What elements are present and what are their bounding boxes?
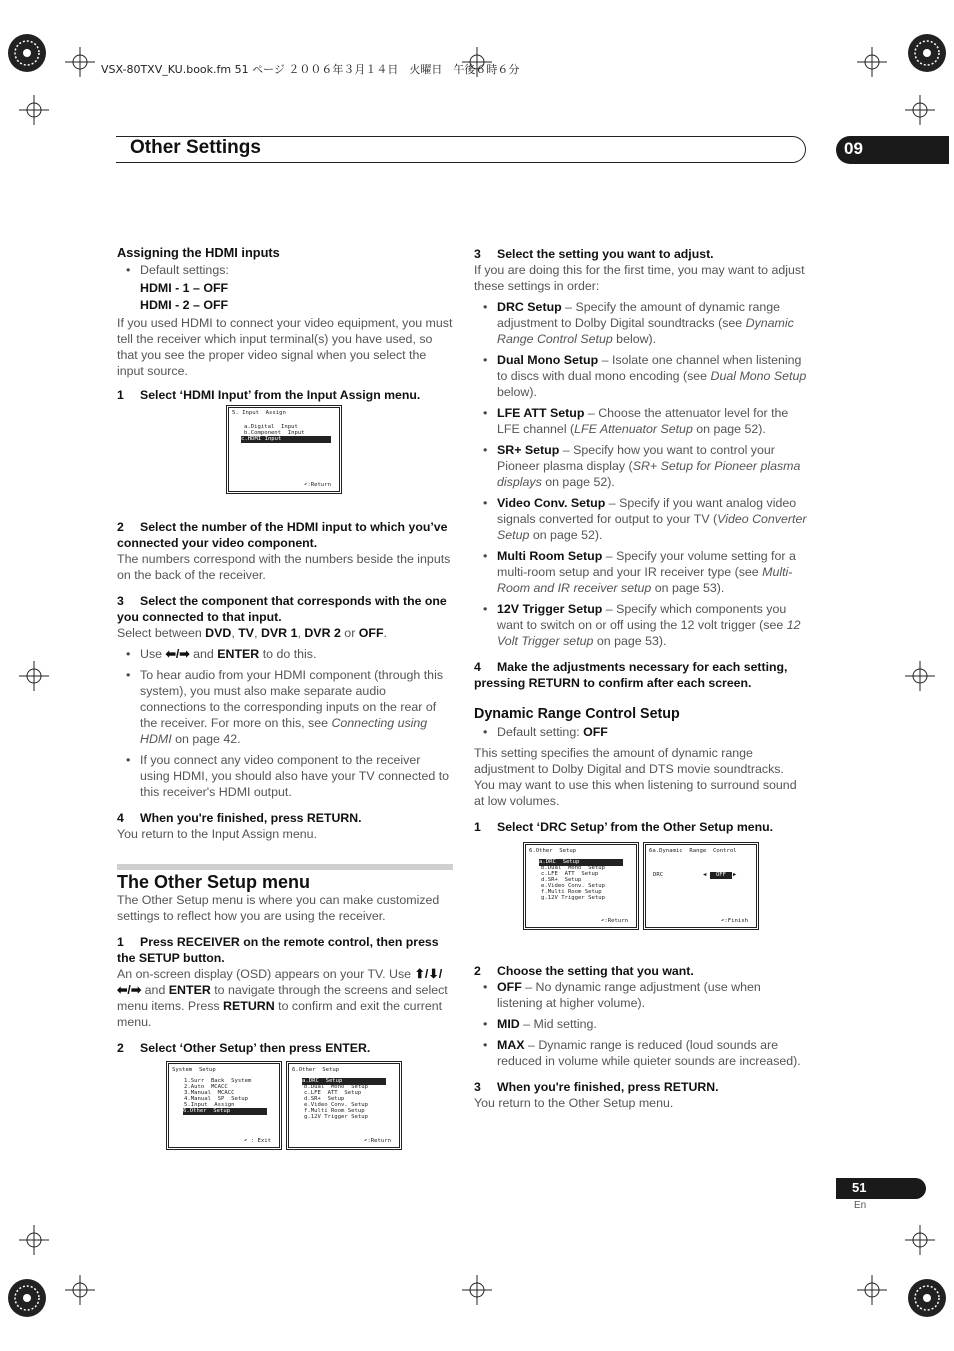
step-text: Select ‘DRC Setup’ from the Other Setup menu. [497, 820, 774, 834]
step-text: Select the component that corresponds with the one you connected to that input. [117, 594, 447, 624]
list-item: • Dual Mono Setup – Isolate one channel when listening to discs with dual mono encoding (see Dual Mono Setup below). [474, 352, 808, 400]
crosshair-icon-top-left [65, 47, 95, 77]
drc-step-3-body: You return to the Other Setup menu. [474, 1096, 674, 1110]
osd-item-selected: 6.Other Setup [183, 1108, 267, 1115]
arrow-right-icon: ▶ [733, 872, 737, 878]
step-text: Select the setting you want to adjust. [497, 247, 714, 261]
hdmi1-default: HDMI - 1 – OFF [140, 281, 229, 295]
crosshair-icon-left-upper [19, 95, 49, 125]
osd-item: 1.Surr Back System [184, 1078, 252, 1084]
osd-footer: ↶:Return [601, 918, 628, 924]
osd-item: c.LFE ATT Setup [304, 1090, 362, 1096]
osd-item: f.Multi Room Setup [304, 1108, 365, 1114]
drc-step-3 [474, 1079, 808, 1095]
osd-title: 6a.Dynamic Range Control [649, 848, 737, 854]
right-column [474, 246, 808, 1111]
osd-item: d.SR+ Setup [541, 877, 582, 883]
osd-title: System Setup [172, 1067, 216, 1073]
list-item: • 12V Trigger Setup – Specify which components you want to switch on or off using the 12 volt trigger (see 12 Volt Trigger setup on page 53). [474, 601, 808, 649]
list-item: • OFF – No dynamic range adjustment (use when listening at higher volume). [474, 979, 808, 1011]
osd-item: b.Dual Mono Setup [304, 1084, 368, 1090]
osd-input-assign-screen [226, 405, 342, 494]
list-item: • If you connect any video component to the receiver using HDMI, you should also have your TV connected to this receiver's HDMI output. [117, 752, 453, 800]
crosshair-icon-right-upper [905, 95, 935, 125]
step-number: 2 [117, 520, 124, 534]
list-item: • DRC Setup – Specify the amount of dynamic range adjustment to Dolby Digital soundtracks (see Dynamic Range Control Setup below). [474, 299, 808, 347]
step-number: 1 [117, 935, 124, 949]
osd-item: 3.Manual MCACC [184, 1090, 235, 1096]
step-number: 2 [474, 964, 481, 978]
crosshair-icon-bottom-center [462, 1275, 492, 1305]
step-number: 3 [474, 247, 481, 261]
list-item: • To hear audio from your HDMI component (through this system), you must also make separate audio connections to the corresponding inputs on the rear of the receiver. For more on this, see Connecting using HDMI on page 42. [117, 667, 453, 747]
crosshair-icon-right-middle [905, 661, 935, 691]
osd-item: f.Multi Room Setup [541, 889, 602, 895]
settings-step-4 [474, 659, 808, 691]
step-text: Select the number of the HDMI input to which you’ve connected your video component. [117, 520, 448, 550]
crosshair-icon-left-middle [19, 661, 49, 691]
step-text: Select ‘Other Setup’ then press ENTER. [140, 1041, 371, 1055]
osd-item: a.Digital Input [244, 424, 298, 430]
step-text: Make the adjustments necessary for each setting, pressing RETURN to confirm after each screen. [474, 660, 788, 690]
osd-item: e.Video Conv. Setup [541, 883, 605, 889]
hdmi-step-2-body: The numbers correspond with the numbers beside the inputs on the back of the receiver. [117, 552, 451, 582]
list-item: • Use ⬅/➡ and ENTER to do this. [117, 646, 453, 662]
list-item: • MAX – Dynamic range is reduced (loud sounds are reduced in volume while quieter sounds are increased). [474, 1037, 808, 1069]
hdmi-intro: If you used HDMI to connect your video equipment, you must tell the receiver which input terminal(s) you have used, so that you see the proper video signal when you select the input source. [117, 316, 453, 378]
drc-step-1 [474, 819, 808, 835]
osd-item: g.12V Trigger Setup [541, 895, 605, 901]
osd-other-setup-screen-2 [523, 842, 639, 930]
other-setup-heading: The Other Setup menu [117, 872, 311, 892]
osd-title: 6.Other Setup [292, 1067, 340, 1073]
drc-step-2 [474, 963, 808, 979]
step-number: 1 [117, 388, 124, 402]
hdmi-step-2 [117, 519, 453, 551]
hdmi-step-4 [117, 810, 453, 826]
osd-footer: ↶:Return [304, 482, 331, 488]
registration-mark-bottom-left [4, 1275, 50, 1321]
osd-title: 6.Other Setup [529, 848, 577, 854]
list-item: • SR+ Setup – Specify how you want to control your Pioneer plasma display (SR+ Setup for Pioneer plasma displays on page 52). [474, 442, 808, 490]
section-divider [117, 864, 453, 870]
other-step-1 [117, 934, 453, 966]
hdmi2-default: HDMI - 2 – OFF [140, 298, 229, 312]
osd-footer: ↶ : Exit [244, 1138, 271, 1144]
drc-options-list [474, 979, 808, 1069]
osd-item: d.SR+ Setup [304, 1096, 345, 1102]
crosshair-icon-top-right [857, 47, 887, 77]
crosshair-icon-right-lower [905, 1225, 935, 1255]
osd-item-selected: a.DRC Setup [539, 859, 623, 866]
page-language: En [854, 1200, 867, 1211]
step-text: When you're finished, press RETURN. [140, 811, 362, 825]
arrow-left-icon: ◀ [703, 872, 707, 878]
osd-item: e.Video Conv. Setup [304, 1102, 368, 1108]
drc-body: This setting specifies the amount of dynamic range adjustment to Dolby Digital and DTS movie soundtracks. You may want to use this when listening to surround sound at low volumes. [474, 746, 797, 808]
registration-mark-top-right [904, 30, 950, 76]
osd-item: c.LFE ATT Setup [541, 871, 599, 877]
other-step-1-body: An on-screen display (OSD) appears on your TV. Use ⬆/⬇/⬅/➡ and ENTER to navigate through the screens and select menu items. Press RETURN to confirm and exit the current menu. [117, 967, 448, 1029]
step-number: 4 [474, 660, 481, 674]
osd-drc-label: DRC [653, 872, 664, 878]
settings-step-3 [474, 246, 808, 262]
settings-step-3-body: If you are doing this for the first time, you may want to adjust these settings in order: [474, 263, 805, 293]
osd-item-selected: c.HDMI Input [241, 436, 331, 443]
step-number: 2 [117, 1041, 124, 1055]
osd-system-setup-screen [166, 1061, 282, 1150]
osd-other-setup-screen [286, 1061, 402, 1150]
hdmi-step-4-body: You return to the Input Assign menu. [117, 827, 317, 841]
list-item: • Default settings: [117, 262, 453, 278]
list-item: • LFE ATT Setup – Choose the attenuator level for the LFE channel (LFE Attenuator Setup on page 52). [474, 405, 808, 437]
page-number: 51 [836, 1178, 926, 1199]
drc-default-list [474, 724, 808, 740]
step-text: When you're finished, press RETURN. [497, 1080, 719, 1094]
osd-footer: ↶:Return [364, 1138, 391, 1144]
hdmi-heading: Assigning the HDMI inputs [117, 245, 280, 260]
arrow-keys-icon: ⬅/➡ [165, 647, 190, 661]
list-item: • Multi Room Setup – Specify your volume setting for a multi-room setup and your IR receiver type (see Multi-Room and IR receiver setup on page 53). [474, 548, 808, 596]
registration-mark-top-left [4, 30, 50, 76]
osd-item-selected: a.DRC Setup [302, 1078, 386, 1085]
osd-item: b.Dual Mono Setup [541, 865, 605, 871]
hdmi-step-3-body: Select between DVD, TV, DVR 1, DVR 2 or OFF. [117, 626, 387, 640]
osd-drc-screen [643, 842, 759, 930]
crosshair-icon-bottom-left [65, 1275, 95, 1305]
chapter-tab: 09 [836, 136, 949, 164]
hdmi-default-list [117, 262, 453, 278]
step-number: 1 [474, 820, 481, 834]
step-number: 4 [117, 811, 124, 825]
other-step-2 [117, 1040, 453, 1056]
list-item: • Video Conv. Setup – Specify if you want analog video signals converted for output to your TV (Video Converter Setup on page 52). [474, 495, 808, 543]
page-title: Other Settings [130, 137, 261, 158]
osd-footer: ↶:Finish [721, 918, 748, 924]
osd-drc-value: OFF [710, 872, 732, 879]
list-item: • Default setting: OFF [474, 724, 808, 740]
hdmi-step-1 [117, 387, 453, 403]
hdmi-step-3-bullets [117, 646, 453, 800]
osd-item: 2.Auto MCACC [184, 1084, 228, 1090]
drc-heading: Dynamic Range Control Setup [474, 706, 680, 722]
crosshair-icon-left-lower [19, 1225, 49, 1255]
other-setup-intro: The Other Setup menu is where you can make customized settings to reflect how you are using the receiver. [117, 893, 440, 923]
osd-item: 5.Input Assign [184, 1102, 235, 1108]
hdmi-step-3 [117, 593, 453, 625]
osd-item: g.12V Trigger Setup [304, 1114, 368, 1120]
step-text: Choose the setting that you want. [497, 964, 694, 978]
list-item: • MID – Mid setting. [474, 1016, 808, 1032]
osd-item: 4.Manual SP Setup [184, 1096, 248, 1102]
left-column [117, 245, 453, 1056]
step-text: Select ‘HDMI Input’ from the Input Assign menu. [140, 388, 421, 402]
step-number: 3 [117, 594, 124, 608]
crosshair-icon-bottom-right [857, 1275, 887, 1305]
settings-list [474, 299, 808, 649]
osd-item: b.Component Input [244, 430, 305, 436]
arrow-keys-icon: ⬆/⬇/⬅/➡ [117, 967, 443, 997]
step-number: 3 [474, 1080, 481, 1094]
step-text: Press RECEIVER on the remote control, then press the SETUP button. [117, 935, 439, 965]
osd-title: 5. Input Assign [232, 410, 286, 416]
registration-mark-bottom-right [904, 1275, 950, 1321]
file-info-line: VSX-80TXV_KU.book.fm 51 ページ ２００６年３月１４日 火曜日 午後６時６分 [101, 63, 520, 76]
